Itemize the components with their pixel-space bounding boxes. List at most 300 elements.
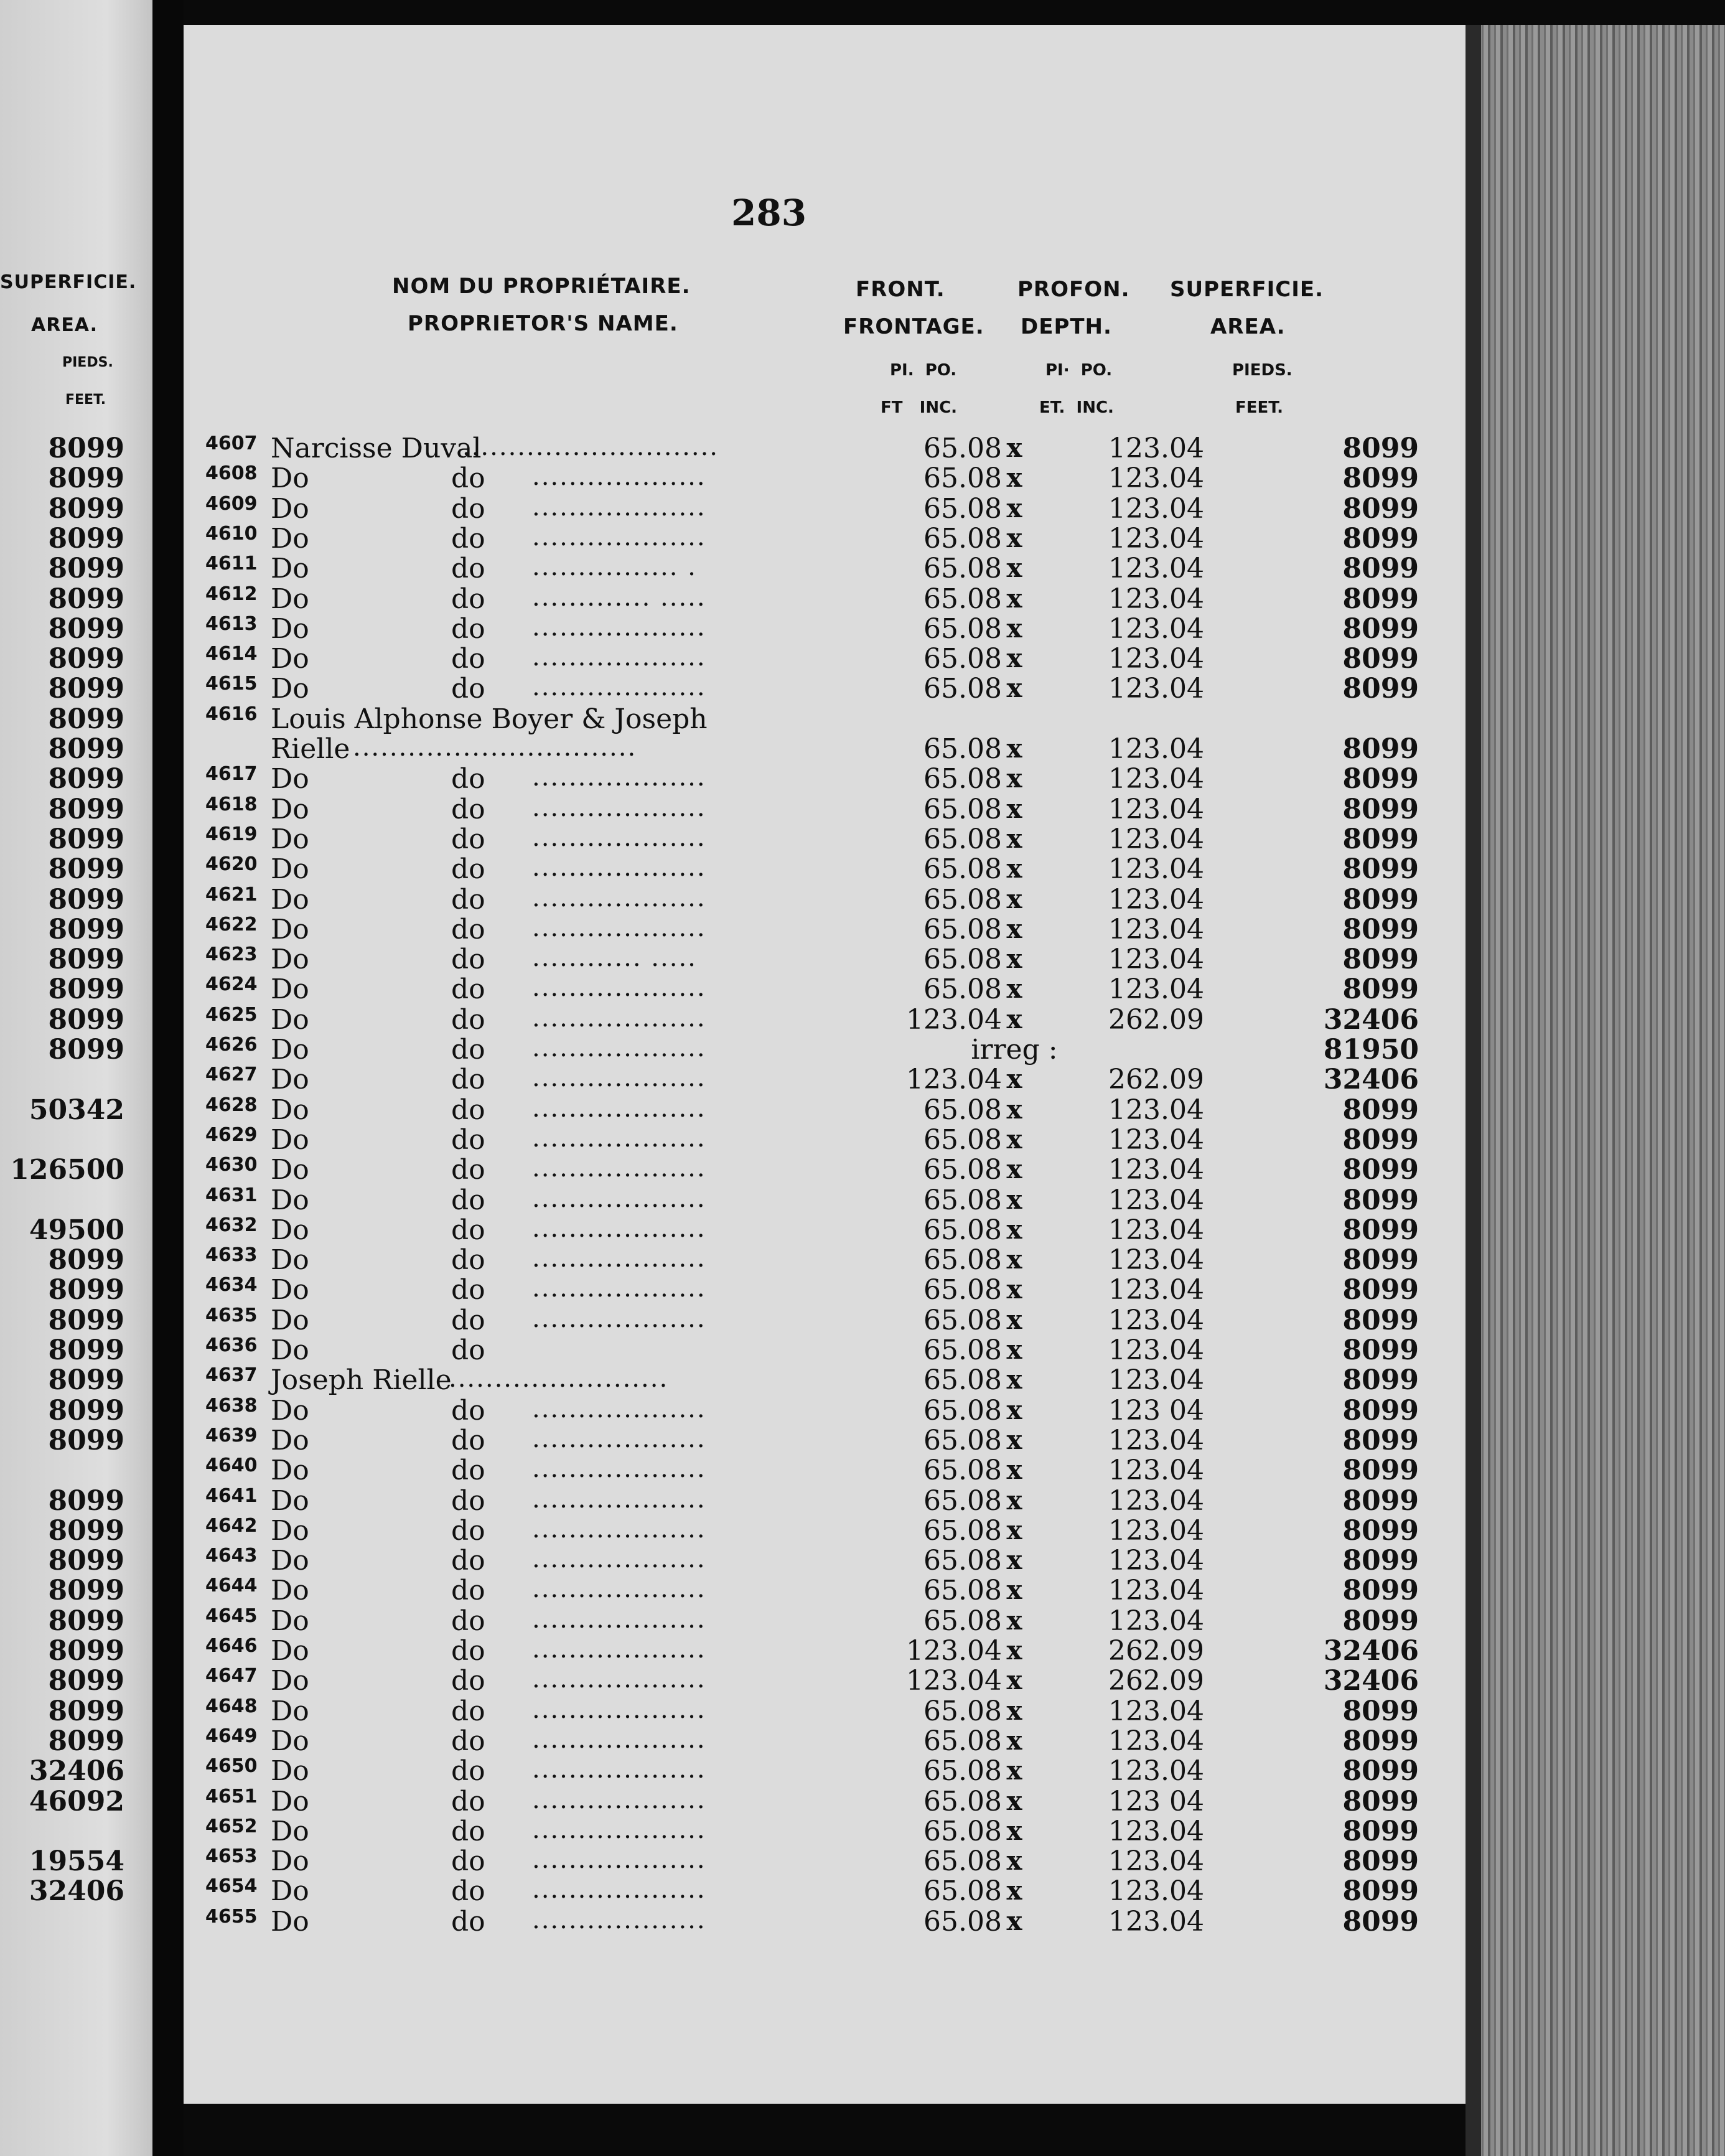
cell-name: Rielle — [271, 733, 350, 765]
cell-lot: 4654 — [205, 1875, 258, 1898]
cell-front: 65.08 — [923, 1575, 1002, 1607]
left-area-value: 8099 — [48, 883, 124, 916]
cell-lot: 4637 — [205, 1364, 258, 1387]
cell-x: x — [1006, 1274, 1022, 1305]
cell-lot: 4616 — [205, 703, 258, 725]
cell-depth: 123.04 — [1108, 462, 1204, 495]
left-area-value: 8099 — [48, 763, 124, 795]
cell-depth: 123.04 — [1108, 1905, 1204, 1938]
cell-x: x — [1006, 1905, 1022, 1936]
cell-depth: 123.04 — [1108, 763, 1204, 795]
cell-depth: 123 04 — [1108, 1785, 1204, 1817]
cell-area: 8099 — [1342, 1575, 1419, 1607]
cell-dots: ................... — [532, 1635, 706, 1664]
cell-area: 8099 — [1342, 1123, 1419, 1156]
cell-name: Do — [271, 1154, 309, 1186]
table-row — [184, 643, 1466, 673]
cell-area: 8099 — [1342, 853, 1419, 886]
cell-name: Do — [271, 492, 309, 525]
cell-do: do — [451, 1605, 485, 1637]
cell-front: 65.08 — [923, 1845, 1002, 1878]
cell-dots: ................... — [532, 1695, 706, 1724]
left-area-value: 8099 — [48, 944, 124, 976]
cell-x: x — [1006, 1815, 1022, 1846]
cell-lot: 4648 — [205, 1695, 258, 1717]
cell-x: x — [1006, 1003, 1022, 1034]
cell-dots: ................... — [532, 853, 706, 883]
ledger-page — [184, 25, 1466, 2104]
cell-depth: 123.04 — [1108, 1214, 1204, 1246]
cell-dots: ................... — [532, 1725, 706, 1754]
cell-name: Do — [271, 763, 309, 795]
cell-front: 65.08 — [923, 1875, 1002, 1908]
cell-name: Do — [271, 1094, 309, 1126]
cell-depth: 262.09 — [1108, 1665, 1204, 1697]
cell-dots: ................... — [532, 1905, 706, 1934]
cell-dots: ................... — [532, 1455, 706, 1484]
cell-front: 65.08 — [923, 1785, 1002, 1817]
cell-area: 8099 — [1342, 643, 1419, 675]
cell-depth: 123.04 — [1108, 1845, 1204, 1878]
cell-front: 65.08 — [923, 1364, 1002, 1397]
cell-area: 8099 — [1342, 1514, 1419, 1547]
cell-x: x — [1006, 1605, 1022, 1636]
left-area-value: 8099 — [48, 1605, 124, 1637]
cell-front: 65.08 — [923, 1154, 1002, 1186]
cell-area: 32406 — [1323, 1003, 1419, 1036]
cell-name: Do — [271, 883, 309, 916]
cell-dots: ................... — [532, 1003, 706, 1033]
cell-do: do — [451, 1123, 485, 1156]
cell-lot: 4618 — [205, 793, 258, 815]
cell-area: 8099 — [1342, 1484, 1419, 1517]
cell-front: 65.08 — [923, 643, 1002, 675]
cell-depth: 123.04 — [1108, 733, 1204, 765]
cell-x: x — [1006, 583, 1022, 614]
cell-lot: 4649 — [205, 1725, 258, 1747]
cell-x: x — [1006, 1064, 1022, 1095]
cell-dots: ............................ — [462, 433, 719, 461]
table-row — [184, 1184, 1466, 1214]
cell-x: x — [1006, 1785, 1022, 1816]
cell-dots: ................... — [532, 1123, 706, 1153]
cell-x: x — [1006, 1635, 1022, 1666]
left-area-value: 8099 — [48, 733, 124, 765]
cell-x: x — [1006, 1364, 1022, 1395]
cell-front: 65.08 — [923, 1094, 1002, 1126]
left-area-value: 8099 — [48, 1034, 124, 1066]
cell-name: Do — [271, 1815, 309, 1847]
cell-area: 8099 — [1342, 1154, 1419, 1186]
cell-name: Do — [271, 1905, 309, 1938]
table-row — [184, 1244, 1466, 1277]
cell-area: 8099 — [1342, 1364, 1419, 1397]
area-units: PIEDS. — [1232, 361, 1293, 380]
depth-header: PROFON. — [1017, 277, 1130, 302]
cell-do: do — [451, 643, 485, 675]
cell-do: do — [451, 793, 485, 825]
cell-dots: ................... — [532, 763, 706, 792]
cell-depth: 123.04 — [1108, 643, 1204, 675]
cell-x: x — [1006, 1755, 1022, 1786]
cell-depth: 123.04 — [1108, 1725, 1204, 1757]
cell-lot: 4617 — [205, 763, 258, 785]
cell-x: x — [1006, 1244, 1022, 1275]
left-area-value: 19554 — [29, 1845, 124, 1878]
cell-dots: ........................ — [449, 1364, 669, 1394]
cell-name: Do — [271, 1484, 309, 1517]
cell-area: 32406 — [1323, 1635, 1419, 1667]
cell-dots: ................... — [532, 1665, 706, 1694]
cell-front: 65.08 — [923, 1484, 1002, 1517]
table-row — [184, 1515, 1466, 1545]
cell-area: 8099 — [1342, 944, 1419, 976]
left-area-value: 8099 — [48, 1635, 124, 1667]
cell-name: Do — [271, 553, 309, 585]
cell-lot: 4624 — [205, 973, 258, 996]
cell-area: 8099 — [1342, 583, 1419, 615]
left-area-value: 8099 — [48, 1003, 124, 1036]
cell-x: x — [1006, 823, 1022, 854]
cell-do: do — [451, 1665, 485, 1697]
left-area-header-en: AREA. — [31, 314, 98, 336]
cell-x: x — [1006, 793, 1022, 824]
cell-area: 8099 — [1342, 462, 1419, 495]
cell-x: x — [1006, 1665, 1022, 1696]
table-row — [184, 1665, 1466, 1695]
cell-area: 32406 — [1323, 1064, 1419, 1096]
cell-x: x — [1006, 1695, 1022, 1726]
cell-lot: 4644 — [205, 1575, 258, 1597]
cell-name: Do — [271, 1695, 309, 1727]
cell-do: do — [451, 1214, 485, 1246]
table-row — [184, 673, 1466, 703]
cell-lot: 4611 — [205, 553, 258, 575]
cell-do: do — [451, 1845, 485, 1878]
front-units: PI. PO. — [890, 361, 957, 380]
cell-do: do — [451, 853, 485, 886]
cell-dots: ................... — [532, 1875, 706, 1905]
cell-do: do — [451, 1064, 485, 1096]
cell-front: 65.08 — [923, 853, 1002, 886]
left-area-value: 8099 — [48, 492, 124, 525]
cell-do: do — [451, 492, 485, 525]
cell-area: 8099 — [1342, 1905, 1419, 1938]
cell-area: 8099 — [1342, 1455, 1419, 1487]
cell-area: 8099 — [1342, 1424, 1419, 1456]
cell-area: 8099 — [1342, 1875, 1419, 1908]
table-row — [184, 1425, 1466, 1455]
cell-depth: 123.04 — [1108, 1484, 1204, 1517]
left-area-value: 8099 — [48, 1575, 124, 1607]
cell-depth: 262.09 — [1108, 1003, 1204, 1036]
cell-area: 8099 — [1342, 913, 1419, 945]
cell-depth: 123.04 — [1108, 1154, 1204, 1186]
left-area-value: 8099 — [48, 1695, 124, 1727]
cell-name: Do — [271, 1424, 309, 1456]
table-row — [184, 1906, 1466, 1936]
cell-x: x — [1006, 1845, 1022, 1877]
cell-depth: 123.04 — [1108, 793, 1204, 825]
table-row — [184, 1635, 1466, 1665]
cell-name: Do — [271, 1304, 309, 1336]
table-row — [184, 1094, 1466, 1124]
cell-area: 8099 — [1342, 733, 1419, 765]
cell-dots: ................... — [532, 883, 706, 912]
left-area-value: 8099 — [48, 1725, 124, 1757]
cell-depth: 123.04 — [1108, 1334, 1204, 1366]
owner-header: NOM DU PROPRIÉTAIRE. — [392, 274, 691, 299]
table-row — [184, 853, 1466, 886]
cell-lot: 4615 — [205, 673, 258, 695]
cell-name: Do — [271, 1875, 309, 1908]
cell-lot: 4622 — [205, 913, 258, 935]
cell-name: Do — [271, 522, 309, 555]
cell-do: do — [451, 1334, 485, 1366]
left-area-value: 46092 — [29, 1785, 124, 1817]
cell-depth: 262.09 — [1108, 1064, 1204, 1096]
table-row — [184, 1305, 1466, 1334]
cell-name: Do — [271, 1214, 309, 1246]
cell-lot: 4628 — [205, 1094, 258, 1116]
left-area-value: 8099 — [48, 823, 124, 855]
cell-area: 8099 — [1342, 492, 1419, 525]
cell-dots: ................... — [532, 673, 706, 702]
cell-front: 65.08 — [923, 492, 1002, 525]
left-area-value: 8099 — [48, 1665, 124, 1697]
cell-lot: 4645 — [205, 1605, 258, 1627]
cell-front: 65.08 — [923, 522, 1002, 555]
cell-depth: 262.09 — [1108, 1635, 1204, 1667]
cell-depth: 123.04 — [1108, 1605, 1204, 1637]
cell-depth: 123.04 — [1108, 1274, 1204, 1306]
cell-do: do — [451, 913, 485, 945]
cell-dots: ................... — [532, 1514, 706, 1544]
cell-do: do — [451, 1725, 485, 1757]
depth-units: PI· PO. — [1045, 361, 1113, 380]
cell-lot: 4632 — [205, 1214, 258, 1236]
cell-area: 8099 — [1342, 1394, 1419, 1427]
cell-dots: ................... — [532, 823, 706, 852]
cell-area: 8099 — [1342, 1815, 1419, 1847]
cell-lot: 4638 — [205, 1394, 258, 1417]
cell-depth: 123.04 — [1108, 944, 1204, 976]
cell-area: 8099 — [1342, 1695, 1419, 1727]
left-area-value: 8099 — [48, 643, 124, 675]
cell-front: 65.08 — [923, 883, 1002, 916]
cell-name: Do — [271, 1845, 309, 1878]
table-row — [184, 1725, 1466, 1755]
cell-dots: ................... — [532, 1034, 706, 1062]
left-area-value: 8099 — [48, 522, 124, 555]
cell-area: 8099 — [1342, 973, 1419, 1006]
table-row — [184, 1755, 1466, 1788]
cell-lot: 4634 — [205, 1274, 258, 1296]
cell-name: Do — [271, 1455, 309, 1487]
cell-dots: ................... — [532, 1424, 706, 1453]
cell-front: 123.04 — [906, 1003, 1002, 1036]
cell-name: Do — [271, 1034, 309, 1066]
left-area-value: 8099 — [48, 612, 124, 645]
cell-front: 65.08 — [923, 1274, 1002, 1306]
cell-lot: 4609 — [205, 492, 258, 515]
left-area-value: 8099 — [48, 1514, 124, 1547]
cell-depth: 123.04 — [1108, 1695, 1204, 1727]
cell-area: 8099 — [1342, 1785, 1419, 1817]
cell-do: do — [451, 1875, 485, 1908]
cell-lot: 4613 — [205, 612, 258, 635]
left-area-value: 8099 — [48, 1274, 124, 1306]
cell-front: 65.08 — [923, 823, 1002, 855]
cell-do: do — [451, 1575, 485, 1607]
cell-x: x — [1006, 1725, 1022, 1756]
table-row — [184, 613, 1466, 643]
cell-do: do — [451, 673, 485, 705]
cell-dots: ................... — [532, 492, 706, 522]
cell-name: Do — [271, 1725, 309, 1757]
cell-front: 65.08 — [923, 1304, 1002, 1336]
cell-do: do — [451, 973, 485, 1006]
front-header: FRONT. — [856, 277, 945, 302]
table-row — [184, 763, 1466, 793]
left-area-value: 8099 — [48, 973, 124, 1006]
cell-depth: 123.04 — [1108, 553, 1204, 585]
cell-depth: 123.04 — [1108, 433, 1204, 464]
cell-x: x — [1006, 1424, 1022, 1455]
cell-depth: 123.04 — [1108, 1545, 1204, 1577]
cell-x: x — [1006, 1545, 1022, 1576]
cell-x: x — [1006, 913, 1022, 944]
cell-area: 8099 — [1342, 883, 1419, 916]
cell-do: do — [451, 1003, 485, 1036]
cell-do: do — [451, 944, 485, 976]
left-area-value: 32406 — [29, 1875, 124, 1908]
cell-lot: 4626 — [205, 1034, 258, 1056]
cell-lot: 4620 — [205, 853, 258, 876]
cell-front: 65.08 — [923, 763, 1002, 795]
table-row — [184, 1034, 1466, 1064]
cell-dots: ............................... — [353, 733, 637, 762]
cell-name: Do — [271, 643, 309, 675]
cell-x: x — [1006, 1484, 1022, 1516]
table-row — [184, 553, 1466, 583]
cell-dots: ................... — [532, 1815, 706, 1844]
cell-lot: 4627 — [205, 1064, 258, 1086]
cell-lot: 4631 — [205, 1184, 258, 1206]
cell-front: 65.08 — [923, 1214, 1002, 1246]
cell-front: 65.08 — [923, 793, 1002, 825]
cell-x: x — [1006, 944, 1022, 975]
table-row — [184, 703, 1466, 733]
cell-do: do — [451, 1394, 485, 1427]
cell-x: x — [1006, 1455, 1022, 1486]
cell-do: do — [451, 1094, 485, 1126]
cell-do: do — [451, 1484, 485, 1517]
left-area-value: 8099 — [48, 673, 124, 705]
left-area-value: 8099 — [48, 433, 124, 464]
cell-name: Do — [271, 673, 309, 705]
cell-lot: 4640 — [205, 1455, 258, 1477]
cell-x: x — [1006, 733, 1022, 764]
cell-lot: 4639 — [205, 1424, 258, 1446]
left-area-value: 8099 — [48, 1424, 124, 1456]
cell-lot: 4646 — [205, 1635, 258, 1657]
cell-area: 8099 — [1342, 1094, 1419, 1126]
cell-lot: 4633 — [205, 1244, 258, 1267]
cell-do: do — [451, 1815, 485, 1847]
cell-area: 8099 — [1342, 1274, 1419, 1306]
cell-area: 8099 — [1342, 793, 1419, 825]
table-row — [184, 1154, 1466, 1184]
cell-area: 32406 — [1323, 1665, 1419, 1697]
cell-area: 8099 — [1342, 612, 1419, 645]
cell-front: 65.08 — [923, 553, 1002, 585]
cell-x: x — [1006, 612, 1022, 644]
cell-x: x — [1006, 1334, 1022, 1365]
cell-dots: ................... — [532, 1575, 706, 1604]
cell-do: do — [451, 1785, 485, 1817]
table-row — [184, 914, 1466, 944]
area-header-en: AREA. — [1210, 314, 1286, 339]
cell-dots: ................... — [532, 1274, 706, 1303]
cell-name: Do — [271, 1123, 309, 1156]
cell-name: Do — [271, 1274, 309, 1306]
cell-do: do — [451, 553, 485, 585]
cell-do: do — [451, 1755, 485, 1788]
left-area-value: 8099 — [48, 1364, 124, 1397]
left-area-value: 126500 — [10, 1154, 124, 1186]
cell-dots: ................... — [532, 462, 706, 492]
cell-lot: 4642 — [205, 1514, 258, 1537]
cell-dots: ................... — [532, 1094, 706, 1123]
table-row — [184, 1124, 1466, 1154]
cell-do: do — [451, 1635, 485, 1667]
table-row — [184, 1786, 1466, 1816]
cell-front: 65.08 — [923, 1123, 1002, 1156]
cell-name: Do — [271, 1514, 309, 1547]
left-units: PIEDS. — [62, 355, 113, 370]
cell-x: x — [1006, 1394, 1022, 1425]
left-units-en: FEET. — [65, 392, 106, 408]
cell-front: 65.08 — [923, 673, 1002, 705]
cell-lot: 4641 — [205, 1484, 258, 1507]
cell-x: x — [1006, 522, 1022, 553]
cell-front: 65.08 — [923, 1394, 1002, 1427]
cell-name: Do — [271, 853, 309, 886]
owner-header-en: PROPRIETOR'S NAME. — [408, 311, 678, 336]
cell-depth: 123.04 — [1108, 1244, 1204, 1277]
cell-area: 8099 — [1342, 522, 1419, 555]
left-area-value: 8099 — [48, 793, 124, 825]
cell-area: 8099 — [1342, 1605, 1419, 1637]
cell-depth: 123.04 — [1108, 1364, 1204, 1397]
cell-x: x — [1006, 1123, 1022, 1155]
book-gutter — [152, 0, 184, 2156]
table-row — [184, 1575, 1466, 1605]
cell-dots: ................... — [532, 1244, 706, 1273]
cell-lot: 4652 — [205, 1815, 258, 1837]
cell-area: 8099 — [1342, 1214, 1419, 1246]
table-row — [184, 1274, 1466, 1304]
cell-front: 123.04 — [906, 1665, 1002, 1697]
table-row — [184, 583, 1466, 613]
cell-do: do — [451, 583, 485, 615]
cell-x: x — [1006, 1154, 1022, 1185]
cell-area: 8099 — [1342, 763, 1419, 795]
area-units-en: FEET. — [1235, 398, 1283, 417]
table-row — [184, 1364, 1466, 1397]
cell-area: 8099 — [1342, 1184, 1419, 1216]
